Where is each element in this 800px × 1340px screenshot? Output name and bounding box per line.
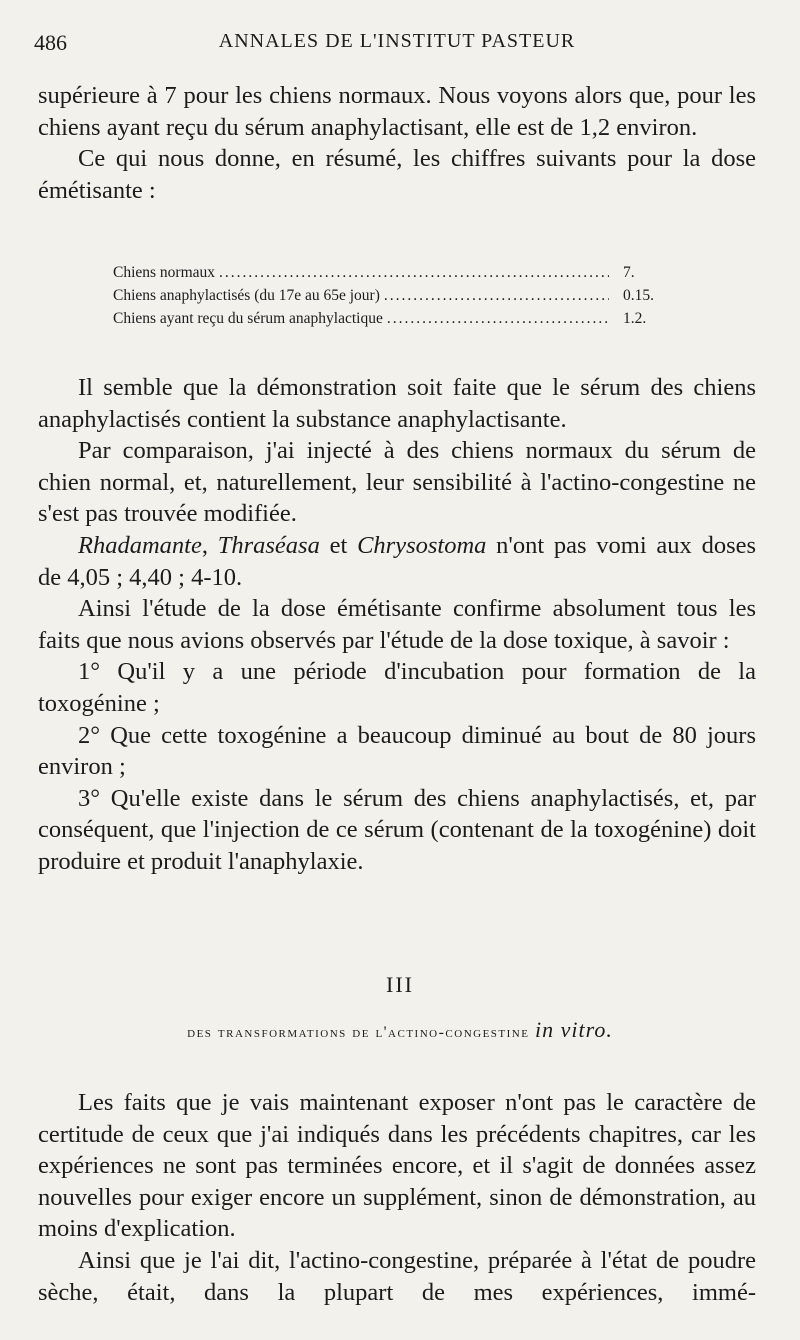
table-row (113, 307, 683, 330)
paragraph: Ainsi que je l'ai dit, l'actino-congestine, préparée à l'état de poudre sèche, était, dans la plupart de mes expériences, immé- (38, 1246, 756, 1306)
section-number: III (386, 972, 414, 997)
opening-text (38, 80, 756, 206)
row-value: 1.2. (623, 310, 647, 327)
paragraph: 2° Que cette toxogénine a beaucoup diminué au bout de 80 jours environ ; (38, 721, 756, 781)
dog-name: Thraséasa (217, 531, 320, 559)
page-number: 486 (34, 30, 67, 55)
dog-name: Chrysostoma (357, 531, 487, 559)
running-header (34, 30, 760, 60)
row-value: 7. (623, 264, 635, 281)
paragraph: Ce qui nous donne, en résumé, les chiffres suivants pour la dose émétisante : (38, 145, 756, 204)
section-title: des transformations de l'actino-congestine in vitro. (187, 1017, 613, 1042)
paragraph: supérieure à 7 pour les chiens normaux. Nous voyons alors que, pour les chiens ayant reçu du sérum anaphylactisant, elle est de 1,2 environ. (38, 82, 756, 141)
row-label: Chiens ayant reçu du sérum anaphylactique (113, 310, 383, 327)
paragraph: Rhadamante, Thraséasa et Chrysostoma n'ont pas vomi aux doses de 4,05 ; 4,40 ; 4-10. (38, 531, 757, 591)
row-label: Chiens anaphylactisés (du 17e au 65e jour) (113, 287, 380, 304)
table-row (113, 284, 683, 307)
paragraph: Ainsi l'étude de la dose émétisante confirme absolument tous les faits que nous avions observés par l'étude de la dose toxique, à savoir : (38, 595, 756, 654)
table-row (113, 261, 683, 284)
emetic-dose-table (113, 261, 683, 330)
paragraph: 1° Qu'il y a une période d'incubation pour formation de la toxogénine ; (38, 658, 756, 717)
row-label: Chiens normaux (113, 264, 216, 281)
leader-dots (387, 307, 609, 330)
section-title-italic: in vitro. (534, 1017, 613, 1042)
leader-dots (384, 284, 609, 307)
paragraph: Les faits que je vais maintenant exposer n'ont pas le caractère de certitude de ceux que j'ai indiqués dans les précédents chapitres, car les expériences ne sont pas terminées encore, et il s'agit de données assez nouvelles pour exiger encore un supplément, sinon de démonstration, au moins d'explication. (38, 1089, 756, 1243)
section-text (38, 1087, 756, 1308)
paragraph: Il semble que la démonstration soit faite que le sérum des chiens anaphylactisés contient la substance anaphylactisante. (38, 374, 756, 433)
dog-name: Rhadamante (78, 531, 202, 559)
row-value: 0.15. (623, 287, 654, 304)
main-text (38, 372, 756, 878)
running-title: ANNALES DE L'INSTITUT PASTEUR (218, 30, 576, 52)
leader-dots (219, 261, 609, 284)
paragraph: 3° Qu'elle existe dans le sérum des chiens anaphylactisés, et, par conséquent, que l'injection de ce sérum (contenant de la toxogénine) doit produire et produit l'anaphylaxie. (38, 784, 756, 875)
paragraph: Par comparaison, j'ai injecté à des chiens normaux du sérum de chien normal, et, naturellement, leur sensibilité à l'actino-congestine ne s'est pas trouvée modifiée. (38, 437, 756, 528)
